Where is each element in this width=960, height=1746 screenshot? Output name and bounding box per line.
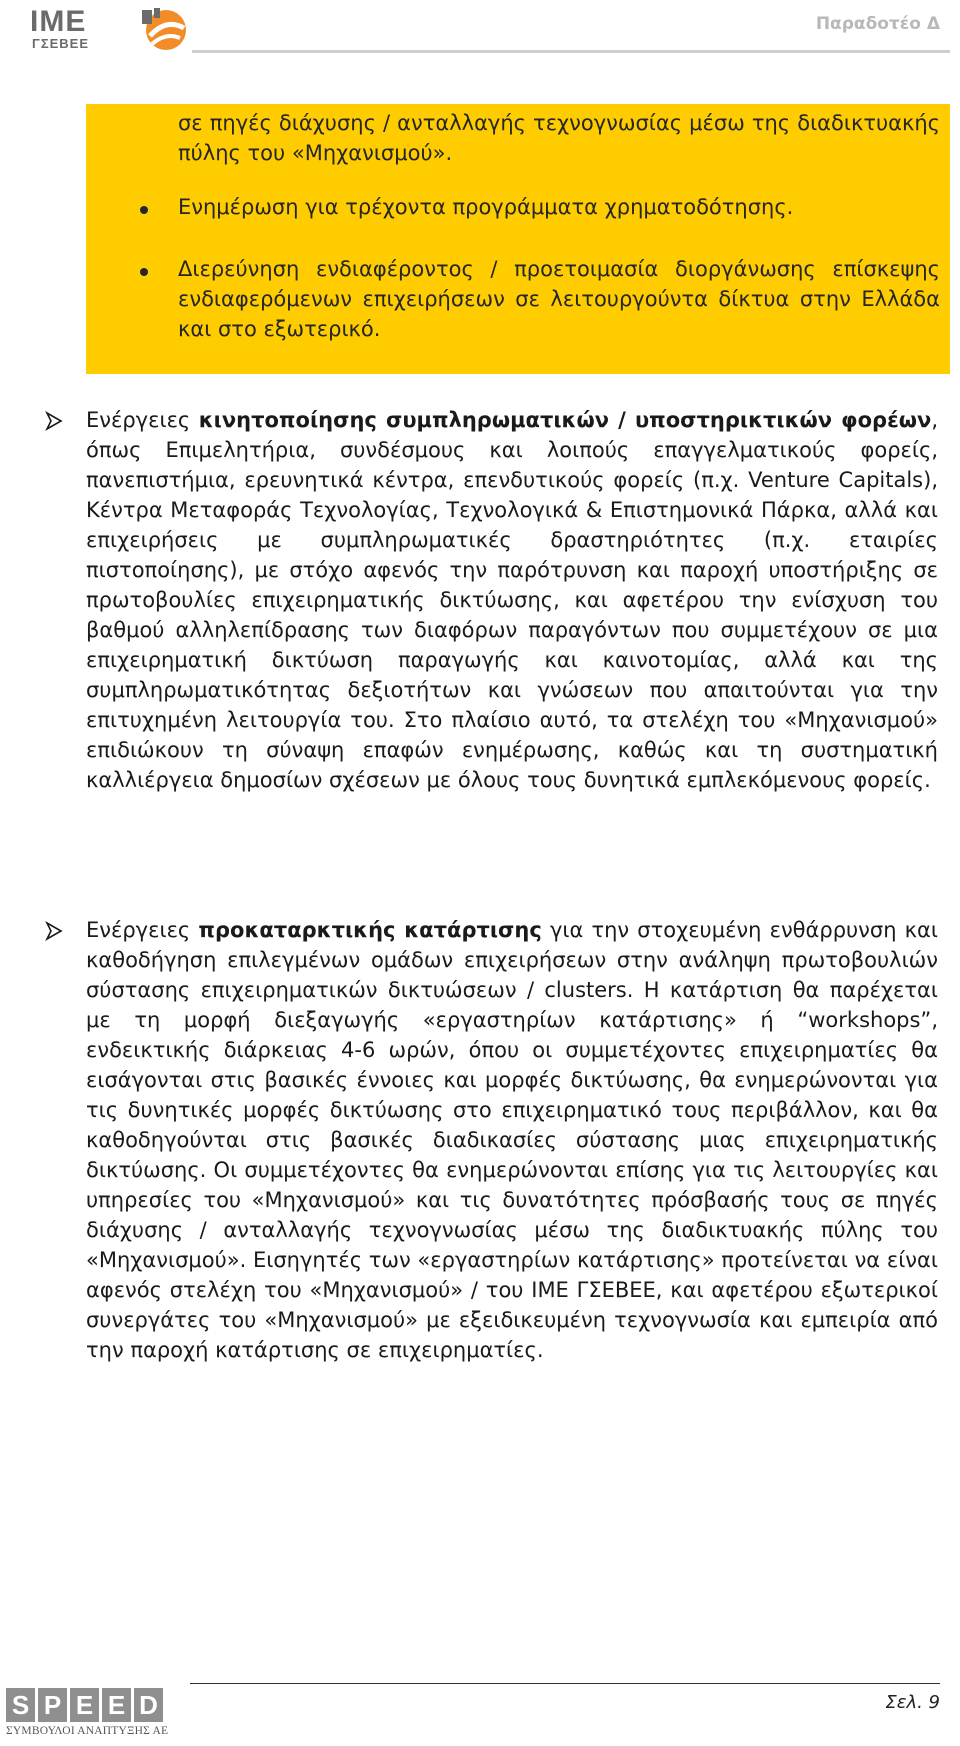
training-section	[86, 915, 938, 1365]
speed-letter: S	[6, 1688, 35, 1722]
section-lead: Ενέργειες	[86, 918, 199, 942]
logo-text: IME	[30, 5, 87, 38]
speed-logo-letters	[6, 1688, 176, 1722]
speed-letter: E	[70, 1688, 99, 1722]
section-body: , όπως Επιμελητήρια, συνδέσμους και λοιπούς επαγγελματικούς φορείς, πανεπιστήμια, ερευνητικά κέντρα, επενδυτικούς φορείς (π.χ. Venture Capitals), Κέντρα Μεταφοράς Τεχνολογίας, Τεχνολογικά & Επιστημονικά Πάρκα, αλλά και επιχειρήσεις με συμπληρωματικές δραστηριότητες (π.χ. εταιρίες πιστοποίησης), με στόχο αφενός την παρότρυνση και παροχή υποστήριξης σε πρωτοβουλίες επιχειρηματικής δικτύωσης, και αφετέρου την ενίσχυση του βαθμού αλληλεπίδρασης των διαφόρων παραγόντων που συμμετέχουν σε μια επιχειρηματική δικτύωση παραγωγής και καινοτομίας, αλλά και της συμπληρωματικότητας δεξιοτήτων και γνώσεων που απαιτούνται για την επιτυχημένη λειτουργία του. Στο πλαίσιο αυτό, τα στελέχη του «Μηχανισμού» επιδιώκουν τη σύναψη επαφών ενημέρωσης, καθώς και τη συστηματική καλλιέργεια δημοσίων σχέσεων με όλους τους δυνητικά εμπλεκόμενους φορείς.	[86, 408, 939, 792]
ime-gsevee-logo	[30, 6, 190, 52]
page-number: Σελ. 9	[885, 1692, 940, 1713]
logo-mark-icon	[122, 6, 202, 52]
section-heading: κινητοποίησης συμπληρωματικών / υποστηρικτικών φορέων	[198, 408, 932, 432]
deliverable-label: Παραδοτέο Δ	[815, 14, 940, 34]
speed-letter: P	[38, 1688, 67, 1722]
speed-letter: D	[134, 1688, 163, 1722]
arrow-bullet-icon	[44, 921, 64, 941]
section-heading: προκαταρκτικής κατάρτισης	[198, 918, 542, 942]
bullet-icon	[140, 268, 148, 276]
section-body: για την στοχευμένη ενθάρρυνση και καθοδήγηση επιλεγμένων ομάδων επιχειρήσεων στην ανάληψη πρωτοβουλιών σύστασης επιχειρηματικών δικτυώσεων / clusters. Η κατάρτιση θα παρέχεται με τη μορφή διεξαγωγής «εργαστηρίων κατάρτισης» ή “workshops”, ενδεικτικής διάρκειας 4-6 ωρών, όπου οι συμμετέχοντες επιχειρηματίες θα εισάγονται στις βασικές έννοιες και μορφές δικτύωσης, θα ενημερώνονται για τις δυνητικές μορφές δικτύωσης στο επιχειρηματικό τους περιβάλλον, και θα καθοδηγούνται στις βασικές διαδικασίες σύστασης μιας επιχειρηματικής δικτύωσης. Οι συμμετέχοντες θα ενημερώνονται επίσης για τις λειτουργίες και υπηρεσίες του «Μηχανισμού» και τις δυνατότητες πρόσβασής τους σε πηγές διάχυσης / ανταλλαγής τεχνογνωσίας μέσω της διαδικτυακής πύλης του «Μηχανισμού». Εισηγητές των «εργαστηρίων κατάρτισης» προτείνεται να είναι αφενός στελέχη του «Μηχανισμού» / του ΙΜΕ ΓΣΕΒΕΕ, και αφετέρου εξωτερικοί συνεργάτες του «Μηχανισμού» με εξειδικευμένη τεχνογνωσία και εμπειρία από την παροχή κατάρτισης σε επιχειρηματίες.	[86, 918, 938, 1362]
header-divider	[192, 50, 950, 53]
speed-letter: E	[102, 1688, 131, 1722]
logo-subtext: ΓΣΕΒΕΕ	[32, 36, 90, 51]
speed-subtitle: ΣΥΜΒΟΥΛΟΙ ΑΝΑΠΤΥΞΗΣ ΑΕ	[6, 1725, 169, 1737]
bullet-item: Ενημέρωση για τρέχοντα προγράμματα χρηματοδότησης.	[178, 195, 794, 219]
speed-logo	[6, 1688, 176, 1742]
highlight-box	[86, 104, 950, 374]
mobilization-section	[86, 405, 938, 795]
continuation-text: σε πηγές διάχυσης / ανταλλαγής τεχνογνωσίας μέσω της διαδικτυακής πύλης του «Μηχανισμού».	[178, 111, 940, 165]
bullet-icon	[140, 206, 148, 214]
footer-divider	[190, 1683, 940, 1684]
bullet-item: Διερεύνηση ενδιαφέροντος / προετοιμασία διοργάνωσης επίσκεψης ενδιαφερόμενων επιχειρήσεων σε λειτουργούντα δίκτυα στην Ελλάδα και στο εξωτερικό.	[178, 257, 940, 341]
arrow-bullet-icon	[44, 411, 64, 431]
section-lead: Ενέργειες	[86, 408, 199, 432]
